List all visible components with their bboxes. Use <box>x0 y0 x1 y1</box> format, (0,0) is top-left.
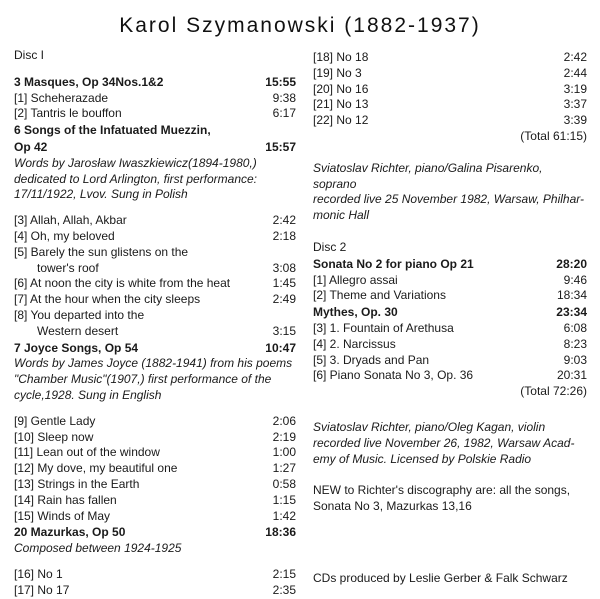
track-title: [2] Tantris le bouffon <box>14 106 122 121</box>
track-row <box>14 276 296 292</box>
track-duration: 3:15 <box>272 323 296 338</box>
masques-heading <box>14 75 296 91</box>
songs-note-line: dedicated to Lord Arlington, first performance: <box>14 171 258 186</box>
track-row <box>14 461 296 477</box>
disc2-credit-line: recorded live November 26, 1982, Warsaw Acad- <box>313 435 575 450</box>
track-title-line: [8] You departed into the <box>14 307 145 322</box>
track-title: [22] No 12 <box>313 113 369 128</box>
sonata2-heading <box>313 257 587 273</box>
work-duration: 10:47 <box>265 340 296 355</box>
track-duration: 3:19 <box>563 81 587 96</box>
track-title: [4] 2. Narcissus <box>313 336 396 351</box>
track-duration: 1:27 <box>272 461 296 476</box>
track-row <box>14 477 296 493</box>
track-title-continued: tower's roof <box>37 260 99 275</box>
track-duration: 3:08 <box>272 260 296 275</box>
track-duration: 2:44 <box>563 65 587 80</box>
songs-heading-line1: 6 Songs of the Infatuated Muezzin, <box>14 123 211 138</box>
track-title: [4] Oh, my beloved <box>14 228 115 243</box>
track-duration: 9:03 <box>563 352 587 367</box>
track-row <box>14 261 296 277</box>
track-duration: 0:58 <box>272 476 296 491</box>
track-row <box>14 106 296 122</box>
work-title: 3 Masques, Op 34Nos.1&2 <box>14 74 164 89</box>
work-title: 7 Joyce Songs, Op 54 <box>14 340 139 355</box>
work-duration: 23:34 <box>556 305 587 320</box>
work-duration: 15:57 <box>265 139 296 154</box>
producers-credit: CDs produced by Leslie Gerber & Falk Schwarz <box>313 571 568 585</box>
track-row <box>14 91 296 107</box>
songs-note-line: Words by Jarosław Iwaszkiewicz(1894-1980,) <box>14 155 257 170</box>
track-row <box>14 213 296 229</box>
track-title: [1] Scheherazade <box>14 90 109 105</box>
track-row <box>313 50 587 66</box>
track-duration: 18:34 <box>556 288 587 303</box>
joyce-note-line: Words by James Joyce (1882-1941) from his poems <box>14 356 293 371</box>
album-title: Karol Szymanowski (1882-1937) <box>119 14 481 37</box>
work-title: Sonata No 2 for piano Op 21 <box>313 256 474 271</box>
track-row <box>14 414 296 430</box>
disc2-total: (Total 72:26) <box>520 384 587 399</box>
track-row <box>14 292 296 308</box>
track-duration: 9:46 <box>563 272 587 287</box>
track-title: [16] No 1 <box>14 566 63 581</box>
track-title: [3] Allah, Allah, Akbar <box>14 213 127 228</box>
track-row <box>313 66 587 82</box>
track-title-continued: Western desert <box>37 323 119 338</box>
track-row <box>313 82 587 98</box>
track-duration: 9:38 <box>272 90 296 105</box>
mazurkas-heading <box>14 525 296 541</box>
track-title: [6] At noon the city is white from the heat <box>14 276 231 291</box>
track-duration: 6:17 <box>272 106 296 121</box>
mazurkas-note: Composed between 1924-1925 <box>14 541 182 556</box>
disc1-credit-line: monic Hall <box>313 208 370 223</box>
track-duration: 6:08 <box>563 320 587 335</box>
disc1-label: Disc I <box>14 48 44 62</box>
right-column <box>313 50 587 515</box>
track-row <box>313 368 587 384</box>
track-duration: 1:15 <box>272 492 296 507</box>
track-title: [6] Piano Sonata No 3, Op. 36 <box>313 368 474 383</box>
work-title: Op 42 <box>14 139 48 154</box>
track-row <box>14 509 296 525</box>
track-row <box>313 337 587 353</box>
disc2-credit-line: emy of Music. Licensed by Polskie Radio <box>313 451 532 466</box>
work-title: Mythes, Op. 30 <box>313 305 398 320</box>
track-title: [9] Gentle Lady <box>14 413 96 428</box>
track-row <box>313 273 587 289</box>
track-duration: 20:31 <box>556 368 587 383</box>
disc2-label: Disc 2 <box>313 239 347 254</box>
track-title: [17] No 17 <box>14 582 70 597</box>
track-duration: 1:42 <box>272 508 296 523</box>
track-duration: 2:15 <box>272 566 296 581</box>
track-title: [11] Lean out of the window <box>14 445 160 460</box>
track-duration: 2:35 <box>272 582 296 597</box>
work-duration: 28:20 <box>556 256 587 271</box>
track-duration: 2:42 <box>272 213 296 228</box>
track-title: [18] No 18 <box>313 50 369 64</box>
work-duration: 18:36 <box>265 525 296 540</box>
joyce-note-line: "Chamber Music"(1907,) first performance of the <box>14 372 272 387</box>
track-row <box>14 445 296 461</box>
track-duration: 1:45 <box>272 276 296 291</box>
songs-heading <box>14 140 296 156</box>
track-title-line: [5] Barely the sun glistens on the <box>14 244 189 259</box>
disc1-total: (Total 61:15) <box>520 128 587 143</box>
track-title: [21] No 13 <box>313 97 369 112</box>
disc2-credit-line: Sviatoslav Richter, piano/Oleg Kagan, violin <box>313 419 546 434</box>
track-title: [19] No 3 <box>313 65 362 80</box>
track-duration: 3:37 <box>563 97 587 112</box>
joyce-heading <box>14 341 296 357</box>
track-duration: 2:06 <box>272 413 296 428</box>
left-column <box>14 48 296 599</box>
track-title: [5] 3. Dryads and Pan <box>313 352 430 367</box>
track-title: [14] Rain has fallen <box>14 492 117 507</box>
track-row <box>313 97 587 113</box>
track-row <box>14 430 296 446</box>
track-row <box>313 353 587 369</box>
track-duration: 2:49 <box>272 292 296 307</box>
track-title: [12] My dove, my beautiful one <box>14 461 178 476</box>
track-title: [10] Sleep now <box>14 429 94 444</box>
track-duration: 2:42 <box>563 50 587 64</box>
work-duration: 15:55 <box>265 74 296 89</box>
track-duration: 8:23 <box>563 336 587 351</box>
track-row <box>14 324 296 340</box>
track-row <box>313 288 587 304</box>
disc1-credit-line: Sviatoslav Richter, piano/Galina Pisarenko, soprano <box>313 160 543 191</box>
new-discography-note-line: Sonata No 3, Mazurkas 13,16 <box>313 499 472 514</box>
track-duration: 3:39 <box>563 113 587 128</box>
track-title: [1] Allegro assai <box>313 272 398 287</box>
new-discography-note-line: NEW to Richter's discography are: all the songs, <box>313 483 571 498</box>
track-duration: 2:19 <box>272 429 296 444</box>
track-title: [20] No 16 <box>313 81 369 96</box>
track-row <box>14 493 296 509</box>
disc1-credit-line: recorded live 25 November 1982, Warsaw, Philhar- <box>313 192 585 207</box>
track-duration: 1:00 <box>272 445 296 460</box>
track-title: [13] Strings in the Earth <box>14 476 140 491</box>
track-title: [7] At the hour when the city sleeps <box>14 292 201 307</box>
track-title: [3] 1. Fountain of Arethusa <box>313 320 454 335</box>
track-row <box>14 567 296 583</box>
track-row <box>14 229 296 245</box>
track-title: [15] Winds of May <box>14 508 111 523</box>
track-row <box>313 321 587 337</box>
joyce-note-line: cycle,1928. Sung in English <box>14 387 162 402</box>
track-duration: 2:18 <box>272 228 296 243</box>
track-row <box>14 583 296 599</box>
track-title: [2] Theme and Variations <box>313 288 446 303</box>
mythes-heading <box>313 305 587 321</box>
songs-note-line: 17/11/1922, Lvov. Sung in Polish <box>14 187 188 202</box>
track-row <box>313 113 587 129</box>
work-title: 20 Mazurkas, Op 50 <box>14 525 126 540</box>
